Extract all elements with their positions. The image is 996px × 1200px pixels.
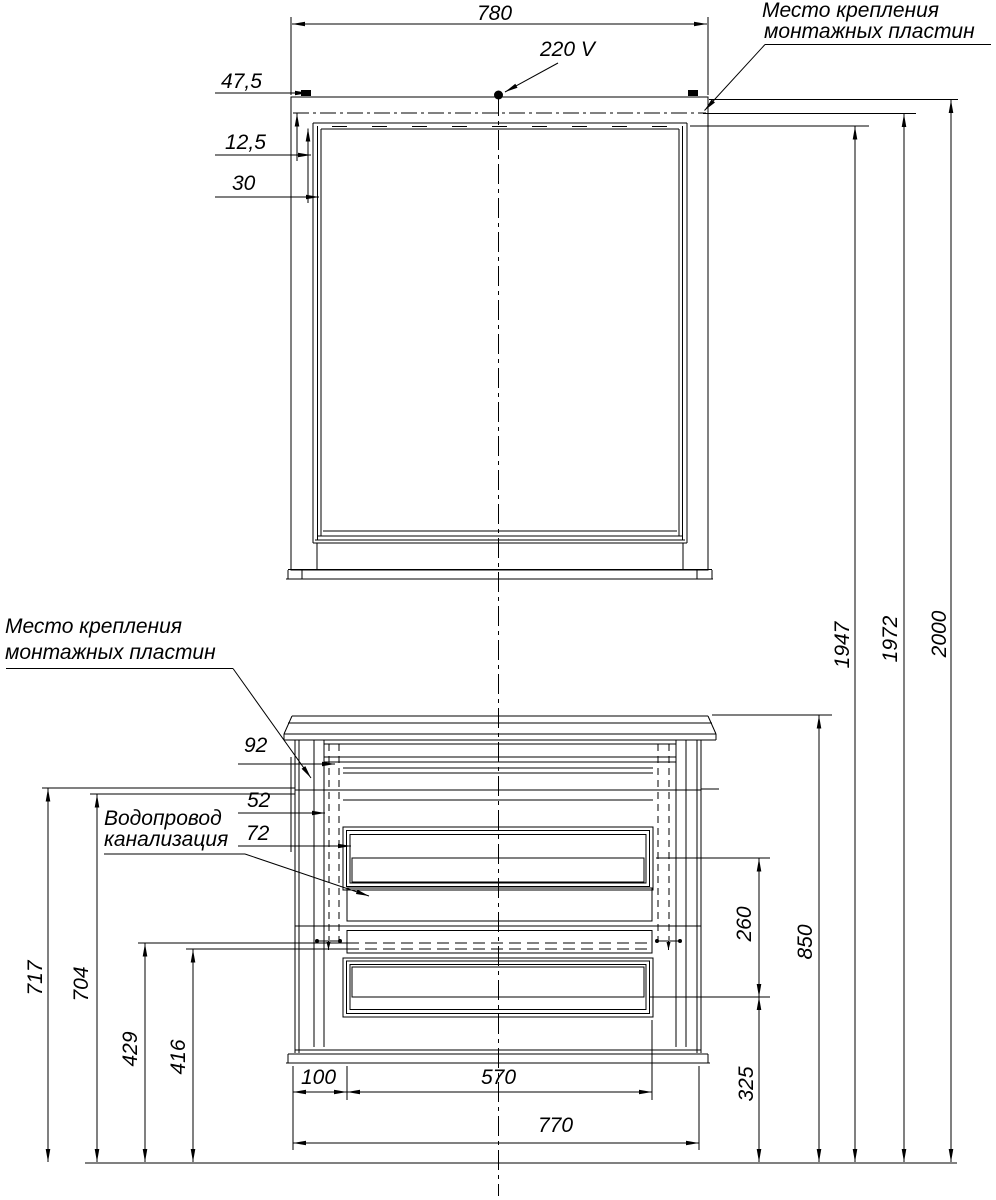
mirror-width-label: 780 bbox=[477, 2, 513, 25]
mount-left-label-line1: Место крепления bbox=[5, 615, 183, 638]
height-850-label: 850 bbox=[794, 924, 817, 960]
power-outlet-label: 220 V bbox=[540, 38, 595, 61]
mount-top-label-line1: Место крепления bbox=[762, 0, 940, 22]
hatch-bands bbox=[347, 858, 652, 997]
offset-47-5-label: 47,5 bbox=[221, 70, 262, 93]
dim-92-label: 92 bbox=[244, 734, 268, 757]
height-429-label: 429 bbox=[119, 1031, 142, 1067]
height-416-label: 416 bbox=[167, 1039, 190, 1075]
height-2000-label: 2000 bbox=[928, 610, 951, 658]
offset-30-label: 30 bbox=[232, 172, 256, 195]
height-1972-label: 1972 bbox=[879, 615, 902, 663]
dim-260-label: 260 bbox=[733, 906, 756, 942]
offset-12-5-label: 12,5 bbox=[225, 131, 266, 154]
dim-100-label: 100 bbox=[301, 1066, 337, 1089]
mirror-front-view bbox=[286, 97, 713, 579]
height-717-label: 717 bbox=[24, 960, 47, 996]
dim-52-label: 52 bbox=[247, 789, 271, 812]
height-1947-label: 1947 bbox=[831, 621, 854, 669]
dim-72-label: 72 bbox=[246, 822, 270, 845]
height-325-label: 325 bbox=[735, 1066, 758, 1102]
dimension-lines bbox=[42, 17, 958, 1163]
height-704-label: 704 bbox=[70, 966, 93, 1002]
mount-top-label-line2: монтажных пластин bbox=[764, 20, 975, 43]
plumbing-label-line2: канализация bbox=[104, 828, 229, 851]
mount-left-label-line2: монтажных пластин bbox=[5, 641, 216, 664]
dim-770-label: 770 bbox=[538, 1114, 574, 1137]
plumbing-label-line1: Водопровод bbox=[104, 807, 222, 830]
dim-570-label: 570 bbox=[481, 1066, 517, 1089]
